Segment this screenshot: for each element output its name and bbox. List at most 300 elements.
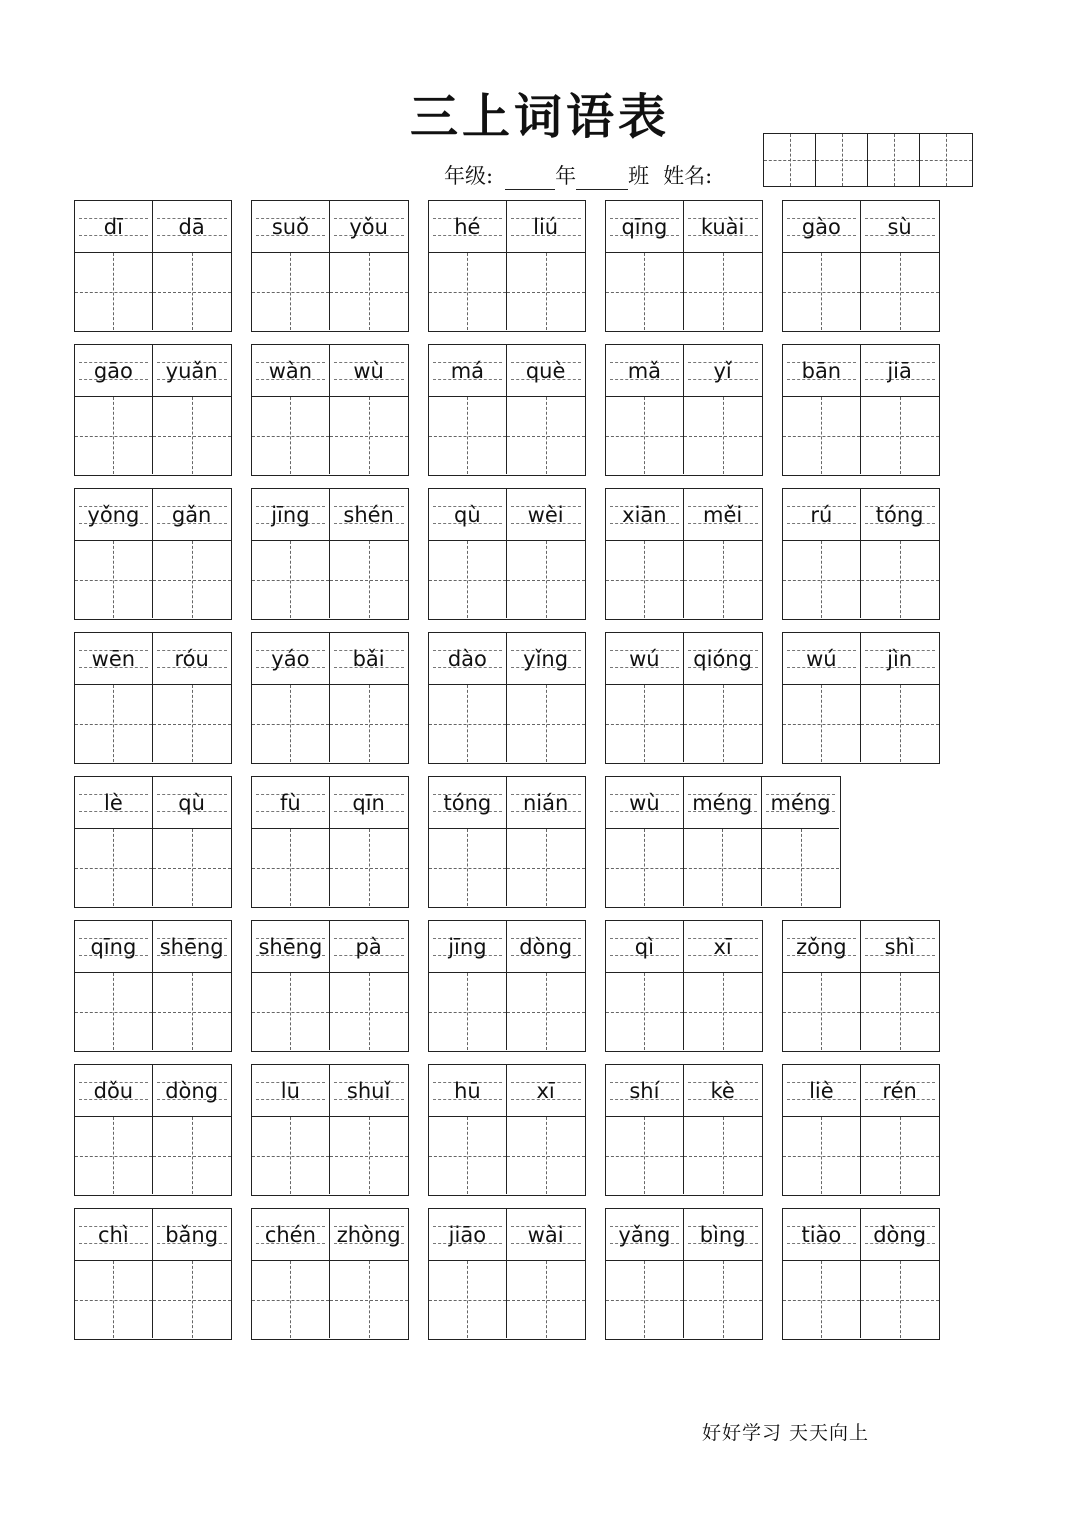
pinyin-text: yǎng	[618, 1222, 671, 1247]
pinyin-text: wù	[629, 790, 660, 815]
pinyin-text: shēng	[159, 934, 224, 959]
pinyin-cell	[606, 921, 683, 973]
character-cell	[429, 489, 507, 618]
hanzi-writing-cell[interactable]	[507, 397, 585, 474]
pinyin-cell	[153, 777, 231, 829]
pinyin-cell	[330, 201, 408, 253]
name-cell[interactable]	[816, 134, 868, 186]
pinyin-cell	[861, 489, 939, 541]
character-cell	[153, 777, 231, 906]
pinyin-text: méng	[692, 790, 753, 815]
character-cell	[252, 201, 330, 330]
class-blank[interactable]	[576, 163, 628, 190]
pinyin-text: yáo	[271, 646, 310, 671]
word-box	[605, 1064, 763, 1196]
hanzi-writing-cell[interactable]	[153, 685, 231, 762]
character-cell	[606, 633, 684, 762]
pinyin-cell	[783, 201, 860, 253]
word-box	[428, 1208, 586, 1340]
hanzi-writing-cell[interactable]	[75, 253, 152, 330]
pinyin-text: shuǐ	[346, 1078, 391, 1103]
pinyin-text: chì	[98, 1222, 129, 1247]
character-cell	[429, 921, 507, 1050]
character-cell	[783, 1065, 861, 1194]
pinyin-cell	[783, 489, 860, 541]
student-info	[444, 160, 712, 190]
pinyin-text: xī	[536, 1078, 555, 1103]
character-cell	[75, 345, 153, 474]
pinyin-cell	[75, 921, 152, 973]
hanzi-writing-cell[interactable]	[861, 685, 939, 762]
hanzi-writing-cell[interactable]	[684, 1117, 762, 1194]
character-cell	[75, 1065, 153, 1194]
pinyin-cell	[684, 489, 762, 541]
pinyin-text: wài	[527, 1222, 564, 1247]
pinyin-cell	[75, 777, 152, 829]
word-box	[251, 632, 409, 764]
character-cell	[684, 921, 762, 1050]
hanzi-writing-cell[interactable]	[75, 829, 152, 906]
hanzi-writing-cell[interactable]	[330, 541, 408, 618]
character-cell	[783, 633, 861, 762]
word-box	[428, 920, 586, 1052]
word-box	[74, 632, 232, 764]
hanzi-writing-cell[interactable]	[507, 685, 585, 762]
pinyin-cell	[684, 921, 762, 973]
pinyin-text: gào	[801, 214, 841, 239]
character-cell	[429, 633, 507, 762]
pinyin-text: bìng	[699, 1222, 746, 1247]
pinyin-text: bǎi	[352, 646, 385, 671]
hanzi-writing-cell[interactable]	[252, 541, 329, 618]
character-cell	[330, 777, 408, 906]
year-label: 年	[555, 164, 577, 188]
name-writing-box[interactable]	[763, 133, 973, 187]
character-cell	[606, 1209, 684, 1338]
pinyin-text: què	[525, 358, 566, 383]
character-cell	[330, 489, 408, 618]
character-cell	[153, 489, 231, 618]
pinyin-text: jìn	[887, 646, 913, 671]
hanzi-writing-cell[interactable]	[153, 829, 231, 906]
hanzi-writing-cell[interactable]	[861, 1117, 939, 1194]
name-cell[interactable]	[920, 134, 972, 186]
hanzi-writing-cell[interactable]	[507, 973, 585, 1050]
hanzi-writing-cell[interactable]	[252, 973, 329, 1050]
pinyin-text: tóng	[443, 790, 492, 815]
character-cell	[252, 1065, 330, 1194]
word-box	[74, 344, 232, 476]
pinyin-cell	[429, 201, 506, 253]
pinyin-cell	[330, 345, 408, 397]
pinyin-cell	[252, 1209, 329, 1261]
word-box	[605, 920, 763, 1052]
pinyin-cell	[75, 489, 152, 541]
hanzi-writing-cell[interactable]	[783, 973, 860, 1050]
character-cell	[507, 201, 585, 330]
word-box	[428, 1064, 586, 1196]
word-box	[605, 632, 763, 764]
character-cell	[429, 1065, 507, 1194]
character-cell	[429, 777, 507, 906]
hanzi-writing-cell[interactable]	[606, 397, 683, 474]
hanzi-writing-cell[interactable]	[684, 1261, 762, 1338]
pinyin-text: gǎn	[171, 502, 212, 527]
hanzi-writing-cell[interactable]	[429, 973, 506, 1050]
character-cell	[252, 777, 330, 906]
hanzi-writing-cell[interactable]	[606, 829, 683, 906]
pinyin-cell	[861, 345, 939, 397]
word-box	[605, 1208, 763, 1340]
pinyin-cell	[684, 345, 762, 397]
name-cell[interactable]	[868, 134, 920, 186]
hanzi-writing-cell[interactable]	[75, 397, 152, 474]
pinyin-text: wú	[629, 646, 660, 671]
character-cell	[75, 489, 153, 618]
pinyin-text: yuǎn	[165, 358, 218, 383]
character-cell	[252, 1209, 330, 1338]
pinyin-text: rú	[810, 502, 833, 527]
hanzi-writing-cell[interactable]	[606, 973, 683, 1050]
hanzi-writing-cell[interactable]	[507, 541, 585, 618]
pinyin-text: má	[450, 358, 485, 383]
character-cell	[861, 201, 939, 330]
character-cell	[252, 489, 330, 618]
pinyin-text: yǐng	[523, 646, 569, 671]
word-box	[782, 344, 940, 476]
character-cell	[861, 1209, 939, 1338]
character-cell	[507, 345, 585, 474]
character-cell	[153, 1209, 231, 1338]
pinyin-text: lū	[280, 1078, 300, 1103]
hanzi-writing-cell[interactable]	[153, 397, 231, 474]
pinyin-text: fù	[280, 790, 301, 815]
pinyin-cell	[606, 345, 683, 397]
word-box	[428, 344, 586, 476]
pinyin-text: nián	[522, 790, 569, 815]
character-cell	[252, 633, 330, 762]
pinyin-text: dòng	[165, 1078, 219, 1103]
character-cell	[330, 201, 408, 330]
pinyin-text: qīng	[621, 214, 668, 239]
character-cell	[762, 777, 840, 906]
word-box	[251, 344, 409, 476]
class-label: 班	[628, 164, 650, 188]
pinyin-text: tiào	[801, 1222, 842, 1247]
character-cell	[75, 777, 153, 906]
hanzi-writing-cell[interactable]	[330, 1117, 408, 1194]
hanzi-writing-cell[interactable]	[153, 541, 231, 618]
hanzi-writing-cell[interactable]	[783, 685, 860, 762]
character-cell	[861, 345, 939, 474]
pinyin-text: qù	[178, 790, 205, 815]
hanzi-writing-cell[interactable]	[507, 253, 585, 330]
character-cell	[330, 345, 408, 474]
hanzi-writing-cell[interactable]	[861, 253, 939, 330]
pinyin-text: liè	[809, 1078, 834, 1103]
word-box	[782, 632, 940, 764]
pinyin-text: qù	[454, 502, 481, 527]
character-cell	[684, 1065, 762, 1194]
pinyin-cell	[507, 489, 585, 541]
pinyin-cell	[762, 777, 840, 829]
pinyin-text: shí	[629, 1078, 660, 1103]
hanzi-writing-cell[interactable]	[606, 685, 683, 762]
name-cell[interactable]	[764, 134, 816, 186]
character-cell	[783, 1209, 861, 1338]
pinyin-text: qīng	[90, 934, 137, 959]
pinyin-cell	[606, 1209, 683, 1261]
hanzi-writing-cell[interactable]	[252, 253, 329, 330]
hanzi-writing-cell[interactable]	[861, 1261, 939, 1338]
pinyin-cell	[153, 489, 231, 541]
pinyin-text: jiā	[887, 358, 912, 383]
word-box	[74, 1064, 232, 1196]
hanzi-writing-cell[interactable]	[762, 829, 840, 906]
page-title: 三上词语表	[409, 89, 670, 145]
pinyin-cell	[153, 345, 231, 397]
character-cell	[75, 633, 153, 762]
pinyin-cell	[429, 921, 506, 973]
pinyin-cell	[75, 345, 152, 397]
pinyin-cell	[861, 1209, 939, 1261]
pinyin-cell	[507, 633, 585, 685]
hanzi-writing-cell[interactable]	[429, 685, 506, 762]
character-cell	[429, 345, 507, 474]
pinyin-cell	[153, 1065, 231, 1117]
hanzi-writing-cell[interactable]	[783, 1261, 860, 1338]
pinyin-cell	[153, 633, 231, 685]
word-box	[74, 1208, 232, 1340]
pinyin-cell	[507, 345, 585, 397]
hanzi-writing-cell[interactable]	[153, 1117, 231, 1194]
character-cell	[330, 921, 408, 1050]
hanzi-writing-cell[interactable]	[507, 829, 585, 906]
character-cell	[861, 1065, 939, 1194]
word-box	[605, 488, 763, 620]
hanzi-writing-cell[interactable]	[252, 1261, 329, 1338]
character-cell	[153, 921, 231, 1050]
hanzi-writing-cell[interactable]	[684, 685, 762, 762]
pinyin-cell	[330, 489, 408, 541]
hanzi-writing-cell[interactable]	[783, 253, 860, 330]
character-cell	[861, 921, 939, 1050]
character-cell	[75, 201, 153, 330]
pinyin-text: shēng	[258, 934, 323, 959]
hanzi-writing-cell[interactable]	[252, 829, 329, 906]
pinyin-text: mǎ	[627, 358, 662, 383]
word-box	[428, 200, 586, 332]
pinyin-text: jiāo	[448, 1222, 487, 1247]
hanzi-writing-cell[interactable]	[153, 253, 231, 330]
hanzi-writing-cell[interactable]	[606, 1117, 683, 1194]
character-cell	[507, 921, 585, 1050]
pinyin-cell	[861, 1065, 939, 1117]
pinyin-cell	[783, 1209, 860, 1261]
pinyin-text: dā	[178, 214, 205, 239]
pinyin-cell	[861, 633, 939, 685]
hanzi-writing-cell[interactable]	[330, 253, 408, 330]
hanzi-writing-cell[interactable]	[75, 541, 152, 618]
hanzi-writing-cell[interactable]	[861, 397, 939, 474]
hanzi-writing-cell[interactable]	[429, 829, 506, 906]
character-cell	[606, 345, 684, 474]
pinyin-cell	[606, 1065, 683, 1117]
hanzi-writing-cell[interactable]	[429, 541, 506, 618]
hanzi-writing-cell[interactable]	[684, 253, 762, 330]
hanzi-writing-cell[interactable]	[684, 829, 761, 906]
pinyin-cell	[429, 345, 506, 397]
pinyin-cell	[861, 201, 939, 253]
hanzi-writing-cell[interactable]	[507, 1261, 585, 1338]
hanzi-writing-cell[interactable]	[330, 973, 408, 1050]
pinyin-cell	[252, 633, 329, 685]
hanzi-writing-cell[interactable]	[330, 829, 408, 906]
word-box	[251, 776, 409, 908]
character-cell	[606, 201, 684, 330]
pinyin-cell	[783, 345, 860, 397]
hanzi-writing-cell[interactable]	[783, 1117, 860, 1194]
pinyin-text: wù	[353, 358, 384, 383]
hanzi-writing-cell[interactable]	[684, 397, 762, 474]
pinyin-text: liú	[533, 214, 559, 239]
hanzi-writing-cell[interactable]	[861, 541, 939, 618]
pinyin-text: dǒu	[93, 1078, 134, 1103]
word-box	[782, 920, 940, 1052]
word-box	[251, 1208, 409, 1340]
word-box	[74, 488, 232, 620]
character-cell	[783, 201, 861, 330]
hanzi-writing-cell[interactable]	[330, 1261, 408, 1338]
pinyin-cell	[153, 201, 231, 253]
pinyin-cell	[507, 1209, 585, 1261]
pinyin-cell	[252, 489, 329, 541]
hanzi-writing-cell[interactable]	[75, 1261, 152, 1338]
pinyin-text: qīn	[352, 790, 385, 815]
pinyin-cell	[429, 777, 506, 829]
pinyin-cell	[252, 345, 329, 397]
pinyin-cell	[507, 921, 585, 973]
word-box	[428, 632, 586, 764]
word-box	[605, 200, 763, 332]
word-box	[782, 200, 940, 332]
hanzi-writing-cell[interactable]	[783, 541, 860, 618]
hanzi-writing-cell[interactable]	[429, 253, 506, 330]
pinyin-cell	[684, 777, 761, 829]
pinyin-text: suǒ	[271, 214, 309, 239]
hanzi-writing-cell[interactable]	[606, 1261, 683, 1338]
character-cell	[330, 1065, 408, 1194]
pinyin-cell	[783, 1065, 860, 1117]
footer-slogan: 好好学习 天天向上	[702, 1422, 870, 1444]
hanzi-writing-cell[interactable]	[507, 1117, 585, 1194]
year-blank[interactable]	[505, 163, 555, 190]
character-cell	[684, 345, 762, 474]
hanzi-writing-cell[interactable]	[861, 973, 939, 1050]
pinyin-cell	[252, 777, 329, 829]
hanzi-writing-cell[interactable]	[75, 685, 152, 762]
hanzi-writing-cell[interactable]	[75, 1117, 152, 1194]
pinyin-cell	[429, 633, 506, 685]
hanzi-writing-cell[interactable]	[684, 541, 762, 618]
hanzi-writing-cell[interactable]	[330, 397, 408, 474]
character-cell	[252, 345, 330, 474]
pinyin-text: kuài	[700, 214, 745, 239]
hanzi-writing-cell[interactable]	[153, 1261, 231, 1338]
character-cell	[330, 1209, 408, 1338]
hanzi-writing-cell[interactable]	[429, 1261, 506, 1338]
pinyin-text: zǒng	[796, 934, 847, 959]
character-cell	[153, 345, 231, 474]
pinyin-text: rén	[882, 1078, 917, 1103]
hanzi-writing-cell[interactable]	[684, 973, 762, 1050]
pinyin-cell	[507, 777, 585, 829]
hanzi-writing-cell[interactable]	[75, 973, 152, 1050]
pinyin-cell	[330, 777, 408, 829]
pinyin-text: róu	[174, 646, 209, 671]
pinyin-text: wú	[806, 646, 837, 671]
word-box	[428, 488, 586, 620]
hanzi-writing-cell[interactable]	[330, 685, 408, 762]
pinyin-text: yǒu	[349, 214, 388, 239]
pinyin-text: tóng	[875, 502, 924, 527]
character-cell	[507, 489, 585, 618]
word-box	[251, 1064, 409, 1196]
word-box	[251, 200, 409, 332]
hanzi-writing-cell[interactable]	[252, 1117, 329, 1194]
word-box	[251, 920, 409, 1052]
character-cell	[606, 777, 684, 906]
word-box	[605, 776, 841, 908]
pinyin-cell	[429, 1065, 506, 1117]
pinyin-cell	[75, 1065, 152, 1117]
hanzi-writing-cell[interactable]	[153, 973, 231, 1050]
pinyin-text: wèi	[527, 502, 564, 527]
character-cell	[252, 921, 330, 1050]
pinyin-text: wàn	[268, 358, 313, 383]
pinyin-text: sù	[887, 214, 912, 239]
pinyin-cell	[429, 489, 506, 541]
word-box	[74, 200, 232, 332]
hanzi-writing-cell[interactable]	[783, 397, 860, 474]
pinyin-text: chén	[264, 1222, 316, 1247]
character-cell	[684, 777, 762, 906]
pinyin-text: méng	[770, 790, 831, 815]
character-cell	[861, 489, 939, 618]
hanzi-writing-cell[interactable]	[429, 397, 506, 474]
word-box	[782, 488, 940, 620]
hanzi-writing-cell[interactable]	[252, 397, 329, 474]
hanzi-writing-cell[interactable]	[252, 685, 329, 762]
character-cell	[684, 201, 762, 330]
character-cell	[783, 345, 861, 474]
pinyin-cell	[252, 1065, 329, 1117]
character-cell	[429, 1209, 507, 1338]
pinyin-text: jīng	[271, 502, 310, 527]
pinyin-cell	[606, 633, 683, 685]
pinyin-text: hé	[454, 214, 481, 239]
pinyin-text: měi	[703, 502, 743, 527]
hanzi-writing-cell[interactable]	[606, 253, 683, 330]
character-cell	[429, 201, 507, 330]
character-cell	[507, 1065, 585, 1194]
hanzi-writing-cell[interactable]	[429, 1117, 506, 1194]
pinyin-text: xiān	[622, 502, 667, 527]
pinyin-cell	[507, 201, 585, 253]
hanzi-writing-cell[interactable]	[606, 541, 683, 618]
word-box	[605, 344, 763, 476]
pinyin-text: kè	[710, 1078, 735, 1103]
